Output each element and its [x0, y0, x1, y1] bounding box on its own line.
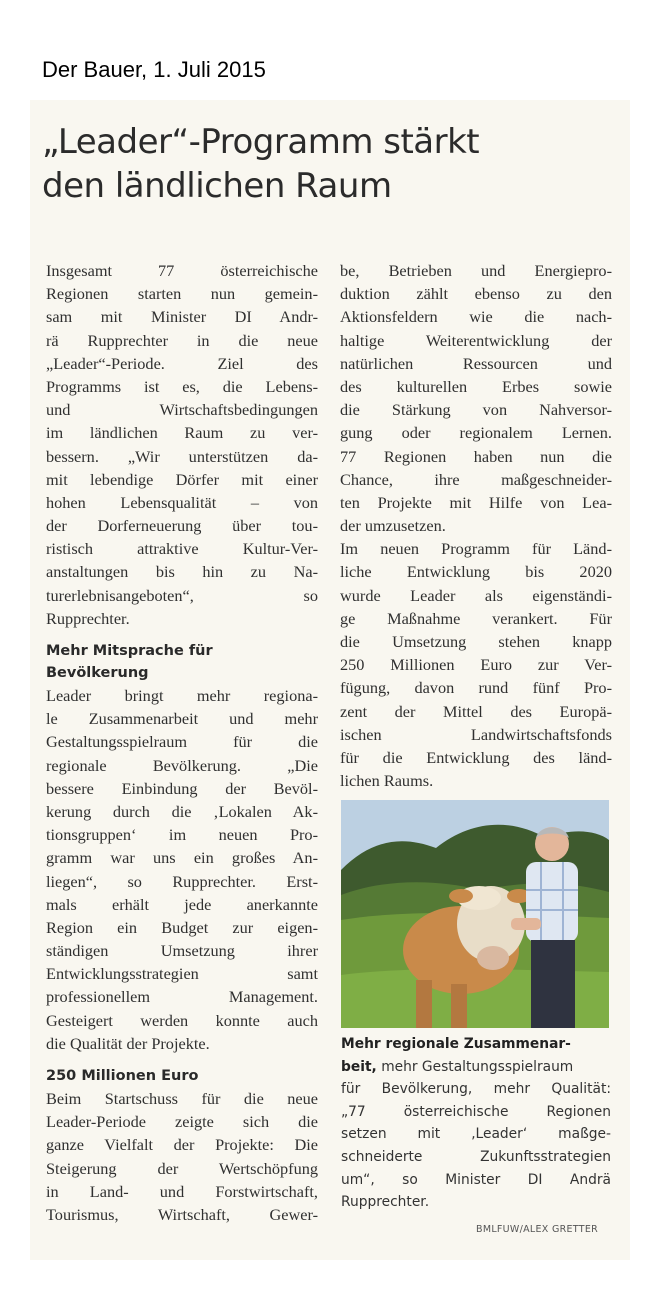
intro-paragraph: [46, 259, 318, 630]
caption-rest: mehr Gestaltungsspielraum: [376, 1058, 574, 1075]
text-line: ischen Landwirtschaftsfonds: [340, 724, 612, 744]
text-line: im ländlichen Raum zu ver-: [46, 423, 318, 443]
text-line: bessere Einbindung der Bevöl-: [46, 778, 318, 798]
text-line: regionale Bevölkerung. „Die: [46, 755, 318, 775]
text-line: hohen Lebensqualität – von: [46, 492, 318, 512]
subheading-budget: 250 Millionen Euro: [46, 1068, 199, 1084]
text-line: Rupprechter.: [46, 608, 130, 628]
text-line: zent der Mittel des Europä-: [340, 701, 612, 721]
text-line: sam mit Minister DI Andr-: [46, 307, 318, 327]
text-line: die Stärkung von Nahversor-: [340, 400, 612, 420]
article-headline: [42, 120, 602, 208]
source-line: Der Bauer, 1. Juli 2015: [42, 57, 266, 82]
text-line: Aktionsfeldern wie die nach-: [340, 307, 612, 327]
text-line: turerlebnisangeboten“, so: [46, 585, 318, 605]
caption-line: um“, so Minister DI Andrä: [341, 1171, 611, 1188]
text-line: die Qualität der Projekte.: [46, 1033, 210, 1053]
text-line: der umzusetzen.: [340, 516, 446, 536]
text-line: ständigen Umsetzung ihrer: [46, 941, 318, 961]
text-line: Entwicklungsstrategien samt: [46, 964, 318, 984]
photo-credit: BMLFUW/ALEX GRETTER: [476, 1224, 599, 1235]
caption-line: [341, 1033, 611, 1056]
text-line: die Umsetzung stehen knapp: [340, 632, 612, 651]
text-line: bessern. „Wir unterstützen da-: [46, 446, 318, 466]
text-line: und Wirtschaftsbedingungen: [46, 400, 318, 420]
text-line: Gestaltungsspielraum für die: [46, 732, 318, 752]
text-line: tionsgruppen‘ im neuen Pro-: [46, 825, 318, 845]
text-line: „Leader“-Periode. Ziel des: [46, 353, 318, 373]
text-line: professionellem Management.: [46, 987, 318, 1007]
photo-caption: [341, 1033, 611, 1214]
text-line: 250 Millionen Euro zur Ver-: [340, 655, 612, 675]
text-line: Regionen starten nun gemein-: [46, 284, 318, 304]
section-budget: [46, 1087, 318, 1226]
text-line: be, Betrieben und Energiepro-: [340, 261, 612, 280]
text-line: ristisch attraktive Kultur-Ver-: [46, 539, 318, 559]
text-line: für die Entwicklung des länd-: [340, 747, 612, 767]
text-line: anstaltungen bis hin zu Na-: [46, 562, 318, 582]
text-line: mals erhält jede anerkannte: [46, 894, 318, 914]
text-line: Steigerung der Wertschöpfung: [46, 1158, 318, 1178]
section-participation: [46, 684, 318, 1055]
article-column-2: [340, 259, 612, 792]
text-line: ge Maßnahme verankert. Für: [340, 608, 612, 628]
subheading-participation: Mehr Mitsprache für: [46, 643, 213, 659]
text-line: Chance, ihre maßgeschneider-: [340, 469, 612, 489]
text-line: der Dorferneuerung über tou-: [46, 516, 318, 536]
caption-bold-2: beit,: [341, 1058, 377, 1075]
text-line: Im neuen Programm für Länd-: [340, 539, 612, 559]
text-line: ganze Vielfalt der Projekte: Die: [46, 1135, 318, 1155]
text-line: Region ein Budget zur eigen-: [46, 917, 318, 937]
text-line: Tourismus, Wirtschaft, Gewer-: [46, 1204, 318, 1224]
text-line: gung oder regionalem Lernen.: [340, 423, 612, 443]
headline-line-1: „Leader“-Programm stärkt: [42, 122, 480, 162]
text-line: Leader bringt mehr regiona-: [46, 686, 318, 705]
text-line: duktion zählt ebenso zu den: [340, 284, 612, 304]
text-line: Insgesamt 77 österreichische: [46, 261, 318, 280]
caption-line: „77 österreichische Regionen: [341, 1103, 611, 1120]
text-line: mit lebendige Dörfer mit einer: [46, 469, 318, 489]
text-line: in Land- und Forstwirtschaft,: [46, 1181, 318, 1201]
caption-bold-1: Mehr regionale Zusammenar-: [341, 1036, 571, 1052]
continuation-paragraph: [340, 259, 612, 537]
caption-line: für Bevölkerung, mehr Qualität:: [341, 1081, 611, 1098]
caption-line: Rupprechter.: [341, 1194, 430, 1211]
programme-paragraph: [340, 537, 612, 792]
text-line: des kulturellen Erbes sowie: [340, 376, 612, 396]
text-line: ten Projekte mit Hilfe von Lea-: [340, 492, 612, 512]
headline-line-2: den ländlichen Raum: [42, 166, 392, 206]
caption-line: [341, 1056, 611, 1079]
text-line: liegen“, so Rupprechter. Erst-: [46, 871, 318, 891]
text-line: 77 Regionen haben nun die: [340, 446, 612, 466]
photo-minister-with-cow: [341, 800, 609, 1028]
caption-line: setzen mit ‚Leader‘ maßge-: [341, 1126, 611, 1143]
text-line: lichen Raums.: [340, 771, 434, 791]
article-column-1: [46, 259, 318, 1226]
text-line: fügung, davon rund fünf Pro-: [340, 678, 612, 698]
text-line: natürlichen Ressourcen und: [340, 353, 612, 373]
caption-line: schneiderte Zukunftsstrategien: [341, 1148, 611, 1165]
subheading-participation-cont: Bevölkerung: [46, 665, 149, 681]
text-line: kerung durch die ‚Lokalen Ak-: [46, 801, 318, 821]
text-line: wurde Leader als eigenständi-: [340, 585, 612, 605]
text-line: rä Rupprechter in die neue: [46, 330, 318, 350]
photo-illustration: [341, 800, 609, 1028]
text-line: le Zusammenarbeit und mehr: [46, 709, 318, 729]
text-line: haltige Weiterentwicklung der: [340, 330, 612, 350]
text-line: Beim Startschuss für die neue: [46, 1089, 318, 1108]
text-line: liche Entwicklung bis 2020: [340, 562, 612, 582]
text-line: Leader-Periode zeigte sich die: [46, 1112, 318, 1132]
text-line: gramm war uns ein großes An-: [46, 848, 318, 868]
text-line: Programms ist es, die Lebens-: [46, 376, 318, 396]
text-line: Gesteigert werden konnte auch: [46, 1010, 318, 1030]
